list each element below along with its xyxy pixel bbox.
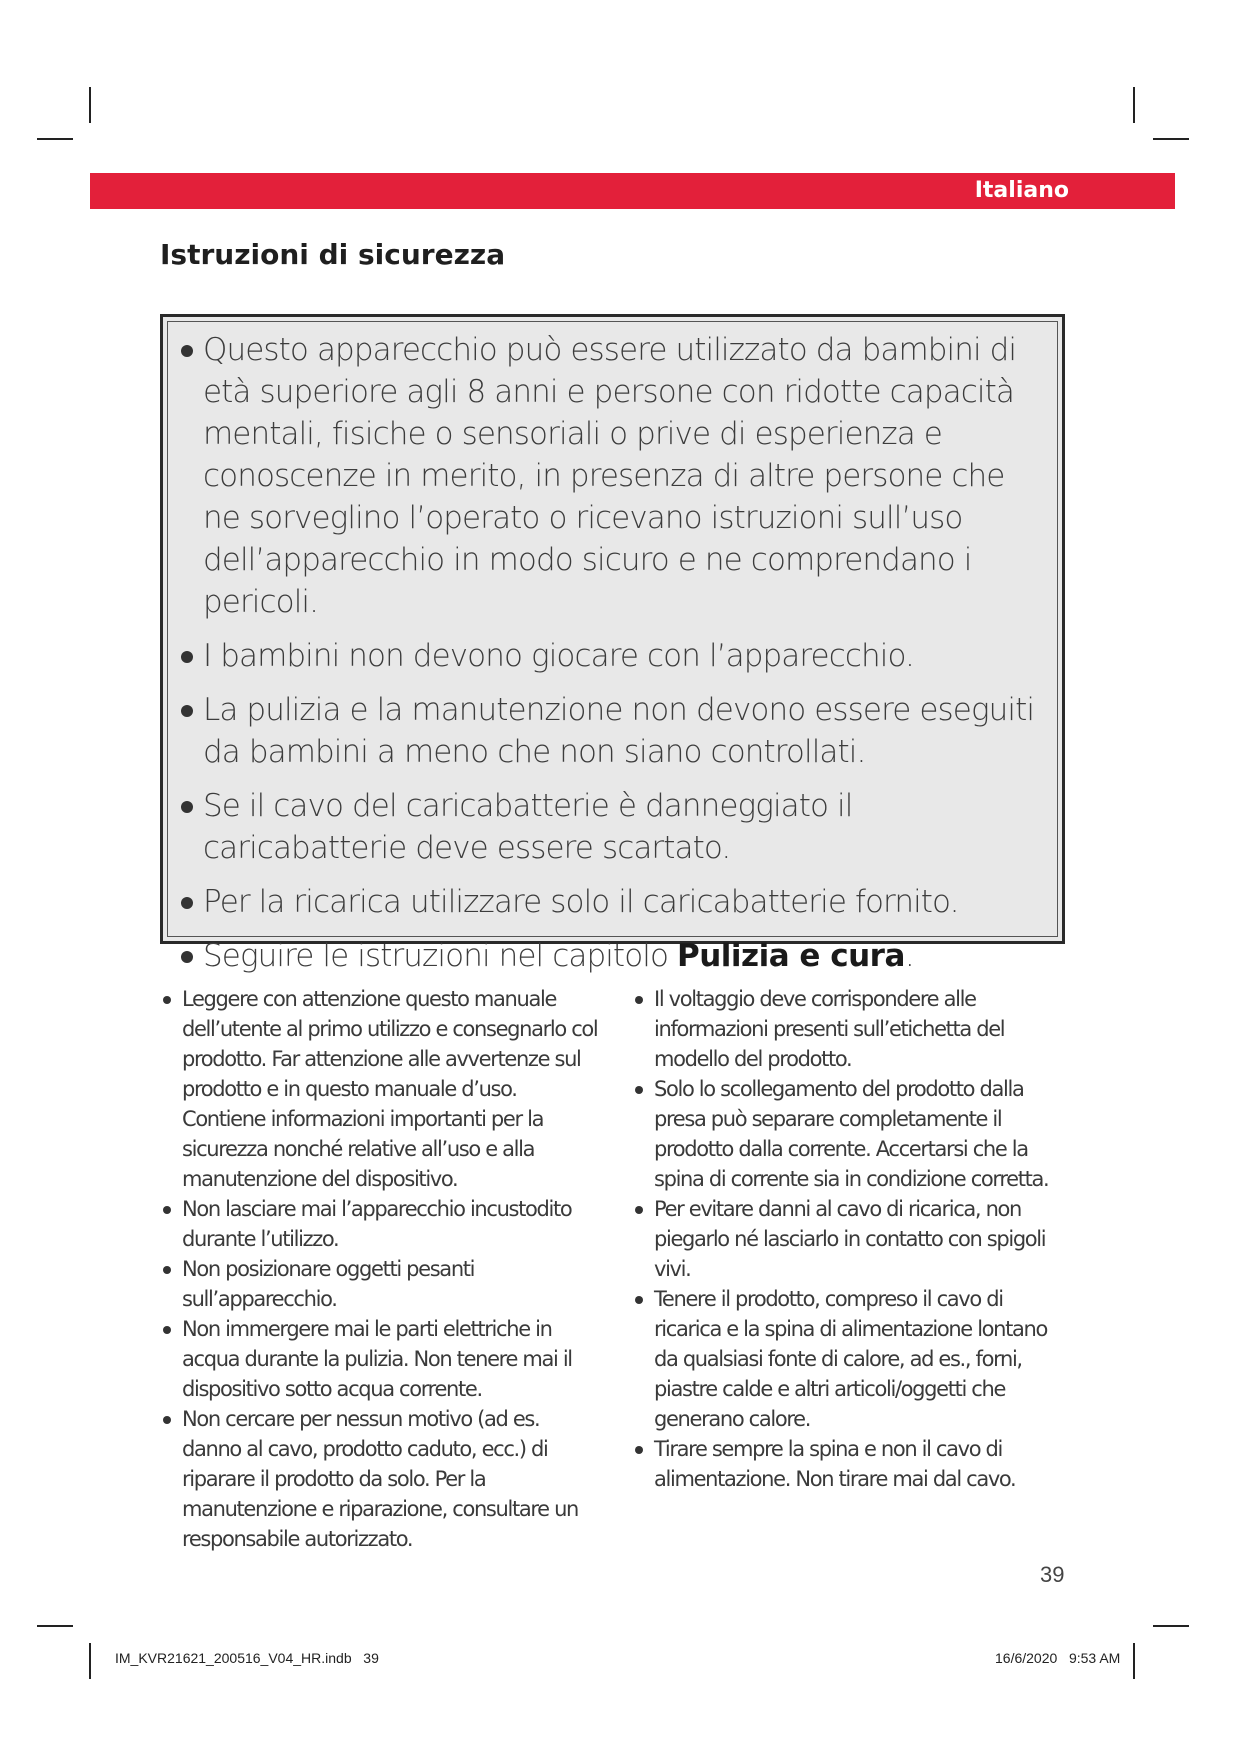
warning-item: La pulizia e la manutenzione non devono essere eseguiti da bambini a meno che non siano controllati.	[181, 689, 1048, 773]
crop-mark	[1153, 1625, 1189, 1627]
crop-mark	[1133, 1643, 1135, 1679]
instruction-item: Per evitare danni al cavo di ricarica, non piegarlo né lasciarlo in contatto con spigoli vivi.	[632, 1194, 1072, 1284]
language-header-bar	[90, 173, 1175, 209]
warning-item: Questo apparecchio può essere utilizzato da bambini di età superiore agli 8 anni e persone con ridotte capacità mentali, fisiche o sensoriali o prive di esperienza e conoscenze in merito, in presenza di altre persone che ne sorveglino l’operato o ricevano istruzioni sull’uso dell’apparecchio in modo sicuro e ne comprendano i pericoli.	[181, 329, 1048, 623]
warning-item-last	[181, 935, 1048, 977]
warning-item: I bambini non devono giocare con l’apparecchio.	[181, 635, 1048, 677]
page-number: 39	[1040, 1562, 1065, 1587]
language-label: Italiano	[974, 178, 1069, 203]
instruction-item: Tirare sempre la spina e non il cavo di alimentazione. Non tirare mai dal cavo.	[632, 1434, 1072, 1494]
warning-item-prefix: Seguire le istruzioni nel capitolo	[203, 938, 677, 974]
right-instruction-list	[632, 984, 1072, 1494]
footer-file-info: IM_KVR21621_200516_V04_HR.indb 39	[115, 1650, 379, 1666]
crop-mark	[89, 1643, 91, 1679]
safety-warning-box	[160, 314, 1065, 974]
left-column	[160, 984, 600, 1554]
warning-item: Per la ricarica utilizzare solo il caricabatterie fornito.	[181, 881, 1048, 923]
crop-mark	[1133, 87, 1135, 123]
crop-mark	[37, 1625, 73, 1627]
footer-timestamp: 16/6/2020 9:53 AM	[995, 1650, 1121, 1666]
instruction-item: Solo lo scollegamento del prodotto dalla presa può separare completamente il prodotto dalla corrente. Accertarsi che la spina di corrente sia in condizione corretta.	[632, 1074, 1072, 1194]
instruction-item: Non immergere mai le parti elettriche in acqua durante la pulizia. Non tenere mai il dispositivo sotto acqua corrente.	[160, 1314, 600, 1404]
instruction-item: Non posizionare oggetti pesanti sull’apparecchio.	[160, 1254, 600, 1314]
right-column	[632, 984, 1072, 1494]
instruction-item: Leggere con attenzione questo manuale dell’utente al primo utilizzo e consegnarlo col prodotto. Far attenzione alle avvertenze sul prodotto e in questo manuale d’uso. Contiene informazioni importanti per la sicurezza nonché relative all’uso e alla manutenzione del dispositivo.	[160, 984, 600, 1194]
warning-item: Se il cavo del caricabatterie è danneggiato il caricabatterie deve essere scartato.	[181, 785, 1048, 869]
section-title: Istruzioni di sicurezza	[160, 238, 506, 271]
instruction-item: Non lasciare mai l’apparecchio incustodito durante l’utilizzo.	[160, 1194, 600, 1254]
left-instruction-list	[160, 984, 600, 1554]
crop-mark	[1153, 138, 1189, 140]
instruction-item: Non cercare per nessun motivo (ad es. danno al cavo, prodotto caduto, ecc.) di riparare il prodotto da solo. Per la manutenzione e riparazione, consultare un responsabile autorizzato.	[160, 1404, 600, 1554]
instruction-item: Il voltaggio deve corrispondere alle informazioni presenti sull’etichetta del modello del prodotto.	[632, 984, 1072, 1074]
crop-mark	[37, 138, 73, 140]
chapter-reference: Pulizia e cura	[677, 938, 905, 974]
instruction-item: Tenere il prodotto, compreso il cavo di ricarica e la spina di alimentazione lontano da qualsiasi fonte di calore, ad es., forni, piastre calde e altri articoli/oggetti che generano calore.	[632, 1284, 1072, 1434]
warning-item-suffix: .	[904, 938, 914, 974]
crop-mark	[89, 87, 91, 123]
warning-list	[181, 329, 1048, 977]
